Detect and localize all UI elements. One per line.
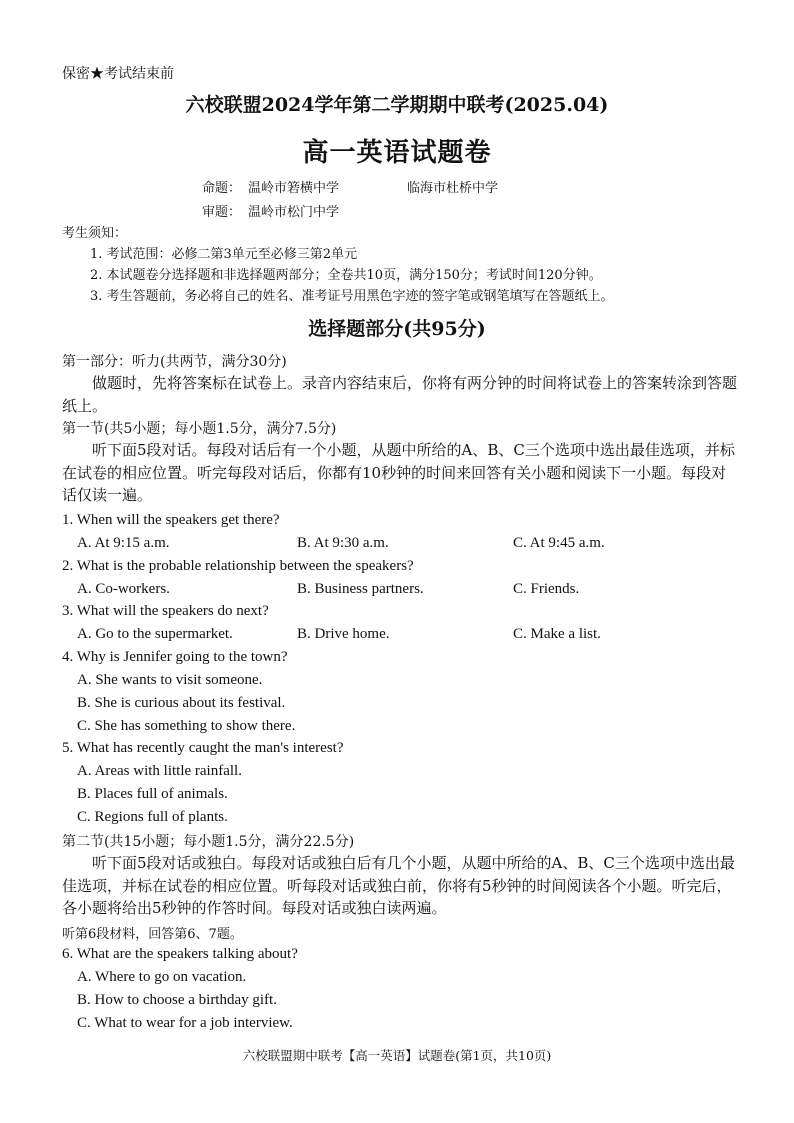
material-label: 听第6段材料，回答第6、7题。 [62, 927, 243, 942]
note-item: 1. 考试范围：必修二第3单元至必修三第2单元 [90, 247, 358, 262]
setter-school-1: 温岭市箬横中学 [248, 181, 340, 196]
sub2-instruction [62, 852, 738, 920]
reviewer-school: 温岭市松门中学 [248, 205, 340, 220]
page-footer: 六校联盟期中联考【高一英语】试题卷(第1页，共10页) [242, 1048, 552, 1063]
note-item: 2. 本试题卷分选择题和非选择题两部分；全卷共10页，满分150分；考试时间120分钟。 [90, 268, 602, 283]
sub2-instruction-text: 听下面5段对话或独白。每段对话或独白后有几个小题，从题中所给的A、B、C三个选项中选出最佳选项，并标在试卷的相应位置。听每段对话或独白前，你将有5秒钟的时间阅读各个小题。听完后，各小题将给出5秒钟的作答时间。每段对话或独白读两遍。 [62, 854, 735, 917]
question-5: 5. What has recently caught the man's interest? [62, 740, 344, 756]
option-b: B. Business partners. [297, 581, 424, 597]
question-2: 2. What is the probable relationship between the speakers? [62, 558, 414, 574]
option-a: A. Go to the supermarket. [77, 626, 233, 642]
option-a: A. Areas with little rainfall. [77, 763, 242, 779]
paper-title: 高一英语试题卷 [302, 138, 492, 168]
question-4: 4. Why is Jennifer going to the town? [62, 649, 288, 665]
confidential-label: 保密★考试结束前 [62, 66, 174, 82]
option-a: A. Where to go on vacation. [77, 969, 247, 985]
question-1: 1. When will the speakers get there? [62, 512, 280, 528]
option-a: A. She wants to visit someone. [77, 672, 263, 688]
question-3: 3. What will the speakers do next? [62, 603, 269, 619]
option-b: B. She is curious about its festival. [77, 695, 286, 711]
option-b: B. At 9:30 a.m. [297, 535, 389, 551]
option-c: C. What to wear for a job interview. [77, 1015, 293, 1031]
part1-heading: 第一部分：听力(共两节，满分30分) [62, 354, 287, 370]
option-b: B. Drive home. [297, 626, 390, 642]
option-c: C. Regions full of plants. [77, 809, 228, 825]
option-a: A. Co-workers. [77, 581, 170, 597]
sub1-instruction [62, 439, 738, 507]
option-c: C. Make a list. [513, 626, 601, 642]
option-c: C. She has something to show there. [77, 718, 296, 734]
sub2-heading: 第二节(共15小题；每小题1.5分，满分22.5分) [62, 834, 355, 850]
sub1-instruction-text: 听下面5段对话。每段对话后有一个小题，从题中所给的A、B、C三个选项中选出最佳选项，并标在试卷的相应位置。听完每段对话后，你都有10秒钟的时间来回答有关小题和阅读下一小题。每段对话仅读一遍。 [62, 441, 735, 504]
part1-instruction-text: 做题时，先将答案标在试卷上。录音内容结束后，你将有两分钟的时间将试卷上的答案转涂到答题纸上。 [62, 374, 738, 415]
setter-school-2: 临海市杜桥中学 [407, 181, 499, 196]
option-b: B. Places full of animals. [77, 786, 228, 802]
exam-title: 六校联盟2024学年第二学期期中联考(2025.04) [185, 94, 609, 116]
option-c: C. Friends. [513, 581, 580, 597]
option-a: A. At 9:15 a.m. [77, 535, 170, 551]
notes-title: 考生须知： [62, 226, 128, 241]
question-6: 6. What are the speakers talking about? [62, 946, 298, 962]
option-b: B. How to choose a birthday gift. [77, 992, 277, 1008]
section-title: 选择题部分(共95分) [308, 318, 486, 340]
note-item: 3. 考生答题前，务必将自己的姓名、准考证号用黑色字迹的签字笔或钢笔填写在答题纸上。 [90, 289, 614, 304]
sub1-heading: 第一节(共5小题；每小题1.5分，满分7.5分) [62, 421, 337, 437]
setter-label: 命题： [202, 181, 242, 196]
part1-instruction [62, 372, 738, 417]
option-c: C. At 9:45 a.m. [513, 535, 605, 551]
reviewer-label: 审题： [202, 205, 242, 220]
